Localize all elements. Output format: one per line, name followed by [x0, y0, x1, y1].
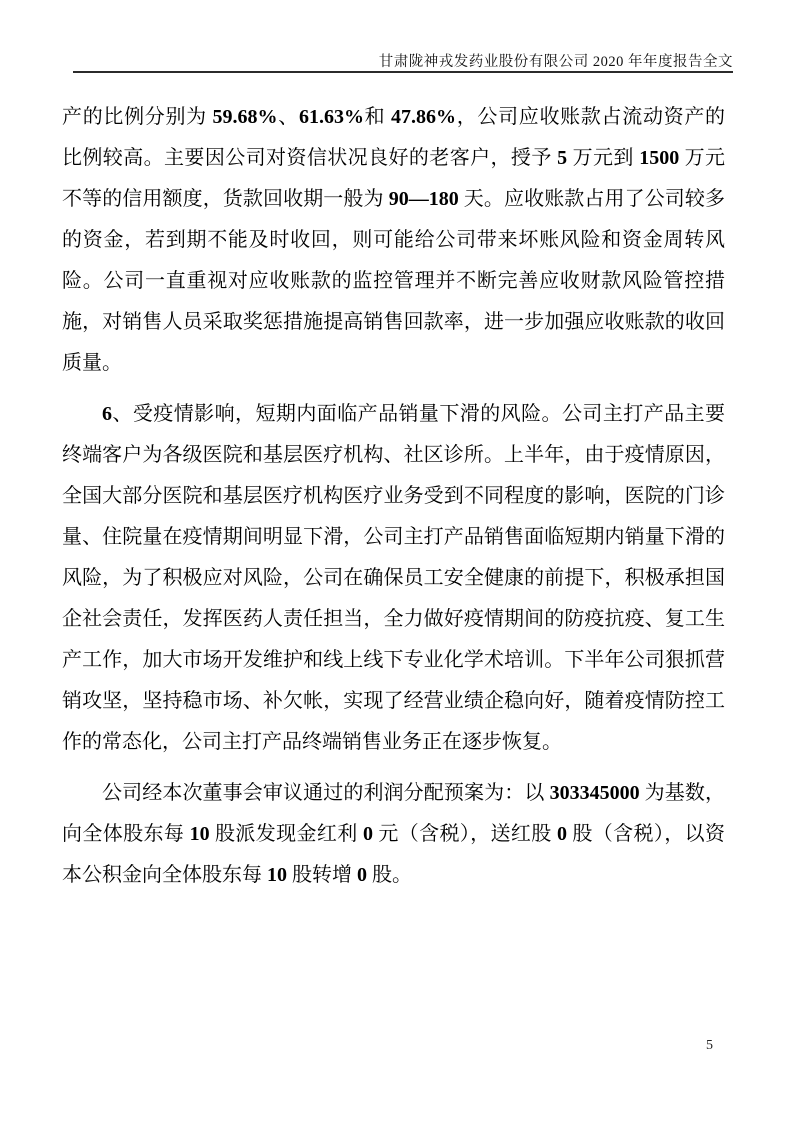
page-number: 5: [706, 1038, 713, 1053]
paragraph: [62, 773, 725, 896]
paragraph: [62, 394, 725, 763]
bold-number-run: 5: [557, 147, 568, 169]
text-run: 股派发现金红利: [209, 823, 363, 845]
bold-number-run: 61.63%: [298, 106, 364, 128]
text-run: 股（含税），以资本公积金向全体股东每: [62, 823, 726, 886]
text-run: 、受疫情影响，短期内面临产品销量下滑的风险。公司主打产品主要终端客户为各级医院和基层医疗机构、社区诊所。上半年，由于疫情原因，全国大部分医院和基层医疗机构医疗业务受到不同程度的影响，医院的门诊量、住院量在疫情期间明显下滑，公司主打产品销售面临短期内销量下滑的风险，为了积极应对风险，公司在确保员工安全健康的前提下，积极承担国企社会责任，发挥医药人责任担当，全力做好疫情期间的防疫抗疫、复工生产工作，加大市场开发维护和线上线下专业化学术培训。下半年公司狠抓营销攻坚，坚持稳市场、补欠帐，实现了经营业绩企稳向好，随着疫情防控工作的常态化，公司主打产品终端销售业务正在逐步恢复。: [62, 403, 725, 753]
document-body: [62, 97, 725, 906]
bold-number-run: 6: [102, 403, 112, 425]
text-run: 万元到: [567, 147, 640, 169]
bold-number-run: 0: [557, 823, 568, 845]
text-run: 和: [363, 106, 392, 128]
paragraph: [62, 97, 725, 384]
text-run: 公司经本次董事会审议通过的利润分配预案为：以: [102, 782, 550, 804]
text-run: 万元不等的信用额度，货款回收期一般为: [62, 147, 725, 210]
text-run: 为基数，向全体股东每: [62, 782, 726, 845]
text-run: 股。: [367, 864, 412, 886]
bold-number-run: 0: [362, 823, 373, 845]
bold-number-run: 1500: [639, 147, 680, 169]
text-run: 、: [277, 106, 299, 128]
header-rule: [73, 71, 733, 73]
header-title: 甘肃陇神戎发药业股份有限公司 2020 年年度报告全文: [378, 54, 733, 70]
bold-number-run: 10: [267, 864, 287, 886]
text-run: 股转增: [287, 864, 357, 886]
text-run: 元（含税），送红股: [372, 823, 558, 845]
bold-number-run: 303345000: [549, 782, 640, 804]
bold-number-run: 0: [357, 864, 367, 886]
text-run: 产的比例分别为: [62, 106, 213, 128]
bold-number-run: 47.86%: [391, 106, 457, 128]
bold-number-run: 59.68%: [212, 106, 278, 128]
bold-number-run: 90—180: [388, 188, 459, 210]
bold-number-run: 10: [189, 823, 210, 845]
text-run: 天。应收账款占用了公司较多的资金，若到期不能及时收回，则可能给公司带来坏账风险和资金周转风险。公司一直重视对应收账款的监控管理并不断完善应收财款风险管控措施，对销售人员采取奖惩措施提高销售回款率，进一步加强应收账款的收回质量。: [62, 188, 726, 374]
text-run: ，公司应收账款占流动资产的比例较高。主要因公司对资信状况良好的老客户，授予: [62, 106, 726, 169]
